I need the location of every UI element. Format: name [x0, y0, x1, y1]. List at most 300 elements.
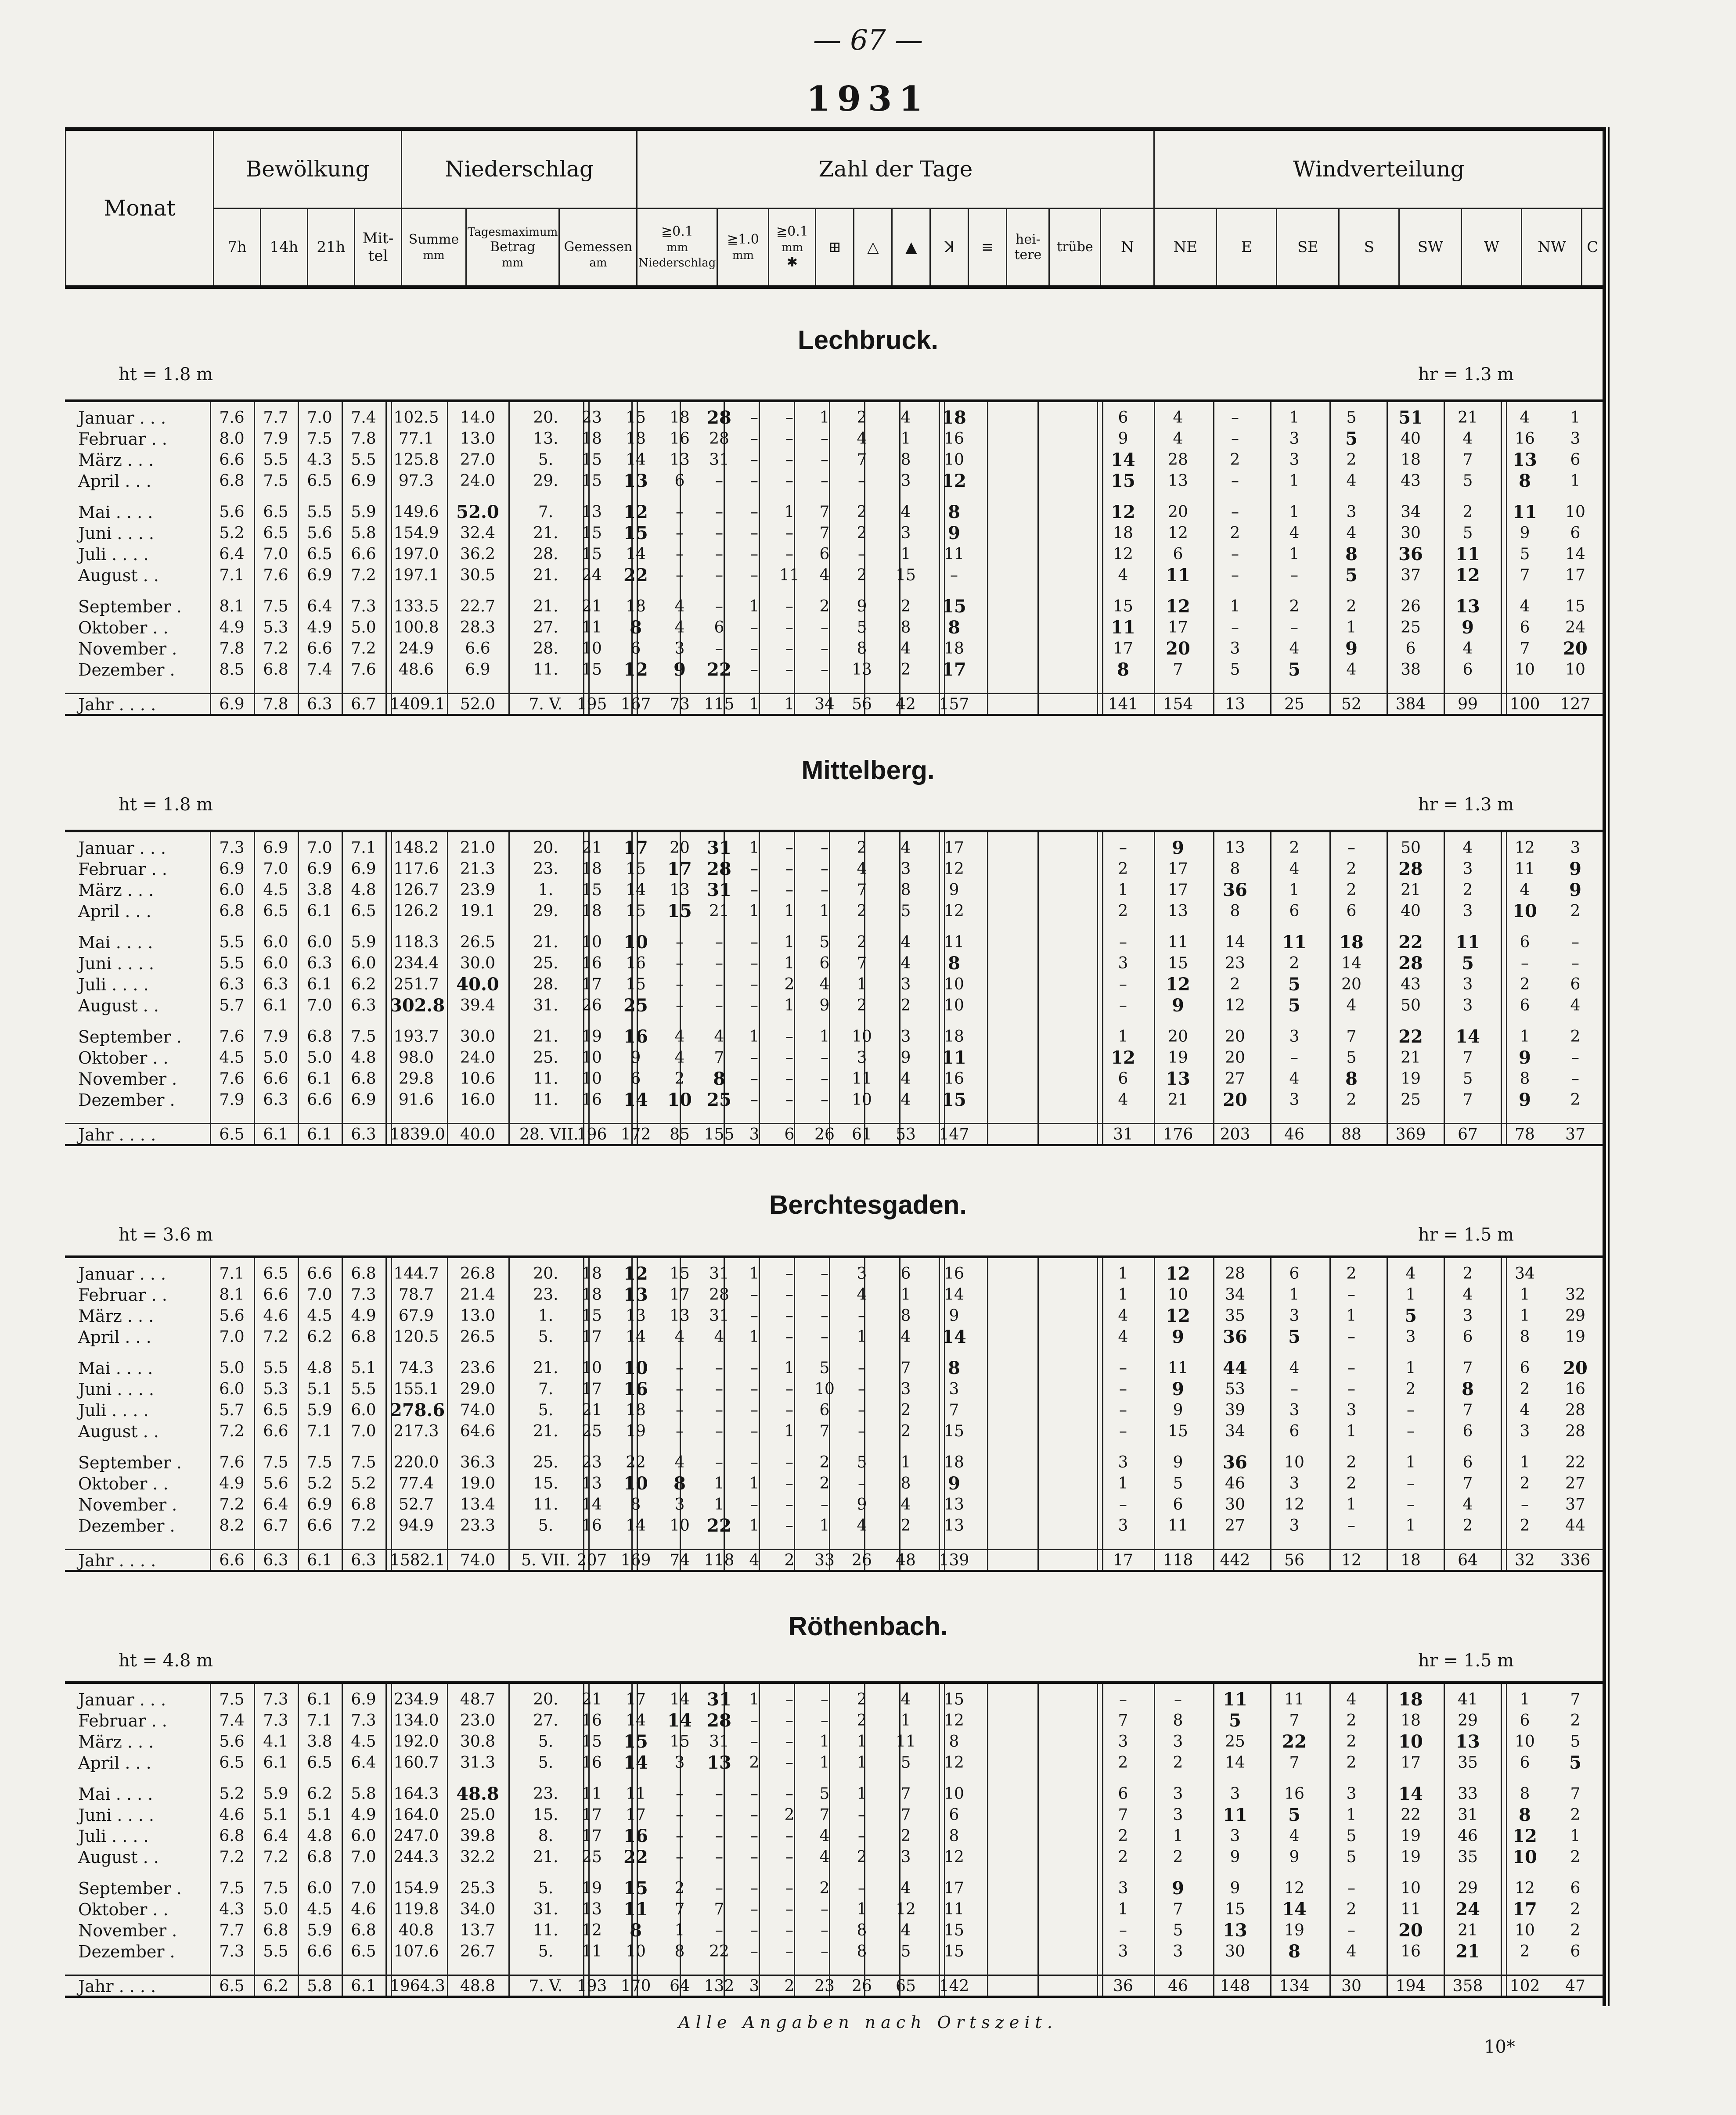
cell-value: 2	[749, 1754, 760, 1772]
cell-value: 3	[900, 975, 911, 993]
cell-value: 8	[948, 1358, 960, 1378]
cell-value: 1	[749, 597, 760, 615]
hail-icon: ⊞	[816, 208, 854, 287]
cell-value: 6.6	[307, 640, 332, 658]
cell-value: 25	[1401, 1091, 1421, 1109]
cell-value: 6	[1173, 545, 1183, 563]
month-label: April . . .	[78, 1327, 151, 1347]
cell-value: 6.1	[307, 902, 332, 920]
cell-value: –	[1231, 472, 1239, 490]
month-label: August . .	[78, 566, 159, 585]
cell-value: 6	[1118, 1070, 1128, 1088]
cell-value: 1	[1289, 545, 1300, 563]
cell-value: 7	[674, 1900, 685, 1918]
month-label: Januar . . .	[78, 1690, 166, 1709]
cell-value: –	[785, 1401, 793, 1419]
cell-value: 2	[784, 975, 795, 993]
cell-value: 1	[784, 902, 795, 920]
cell-value: 2	[900, 996, 911, 1014]
cell-value: 4	[1289, 640, 1300, 658]
header-wind-c: C	[1582, 208, 1603, 287]
month-label: August . .	[78, 996, 159, 1015]
cell-value: 6	[949, 1806, 959, 1824]
cell-value: 1	[784, 996, 795, 1014]
cell-value: 141	[1108, 695, 1138, 713]
cell-value: 16	[944, 1070, 964, 1088]
cell-value: 1	[1520, 1028, 1530, 1046]
cell-value: 17	[1168, 619, 1188, 637]
cell-value: 7.5	[219, 1879, 245, 1897]
cell-value: 22	[1565, 1453, 1585, 1471]
cell-value: 3	[1570, 430, 1581, 448]
cell-value: 8	[948, 502, 960, 522]
month-row	[65, 638, 1604, 659]
cell-value: 5.5	[307, 503, 332, 521]
cell-value: 10	[1401, 1879, 1421, 1897]
cell-value: 40.0	[460, 1126, 496, 1144]
cell-value: 10	[944, 975, 964, 993]
cell-value: 1	[819, 409, 830, 427]
month-row	[65, 838, 1604, 859]
cell-value: 18	[942, 407, 966, 428]
cell-value: 21.	[533, 1359, 558, 1377]
cell-value: 1	[900, 1453, 911, 1471]
cell-value: 2	[1520, 1942, 1530, 1960]
cell-value: 1	[857, 1754, 867, 1772]
cell-value: 3	[1346, 1785, 1357, 1803]
cell-value: 102	[1509, 1977, 1540, 1995]
year-title: 1931	[806, 79, 930, 119]
cell-value: 17	[1565, 566, 1585, 584]
cell-value: 22	[623, 565, 648, 586]
cell-value: 13	[582, 1900, 602, 1918]
cell-value: 2	[1118, 1754, 1128, 1772]
station-table	[65, 1255, 1604, 1572]
cell-value: 11	[1168, 1517, 1188, 1535]
cell-value: 6	[1173, 1496, 1183, 1514]
cell-value: 30.0	[460, 954, 496, 972]
cell-value: 1	[714, 1475, 724, 1493]
cell-value: 7.0	[307, 996, 332, 1014]
cell-value: –	[1119, 975, 1127, 993]
cell-value: 12	[942, 471, 966, 491]
cell-value: 21.	[533, 597, 558, 615]
month-label: Jahr . . . .	[78, 1125, 156, 1144]
month-row	[65, 1805, 1604, 1826]
cell-value: 12	[1225, 996, 1245, 1014]
cell-value: 18	[582, 860, 602, 878]
cell-value: 15	[582, 1733, 602, 1751]
cell-value: 148.2	[393, 839, 439, 857]
cell-value: 23.	[533, 860, 558, 878]
cell-value: 6.8	[351, 1265, 376, 1283]
cell-value: 4	[900, 954, 911, 972]
cell-value: 34	[814, 695, 835, 713]
cell-value: 11	[1515, 860, 1535, 878]
cell-value: 15.	[533, 1806, 558, 1824]
cell-value: –	[821, 472, 828, 490]
cell-value: 28	[707, 1710, 731, 1731]
cell-value: 2	[1289, 954, 1300, 972]
cell-value: 2	[1118, 1848, 1128, 1866]
cell-value: 12	[1166, 1306, 1190, 1326]
cell-value: 1	[1230, 597, 1240, 615]
cell-value: 11	[1166, 565, 1190, 586]
cell-value: 13	[582, 1475, 602, 1493]
cell-value: –	[821, 1921, 828, 1939]
cell-value: 13.0	[460, 430, 496, 448]
cell-value: 16	[582, 1712, 602, 1730]
cell-value: 7	[1118, 1712, 1128, 1730]
cell-value: 5.5	[263, 1942, 288, 1960]
cell-value: 12	[1515, 839, 1535, 857]
cell-value: 2	[1405, 1380, 1416, 1398]
cell-value: 22.7	[460, 597, 496, 615]
cell-value: 2	[784, 1551, 795, 1569]
header-heitere: hei-tere	[1007, 208, 1049, 287]
cell-value: 9	[1230, 1848, 1240, 1866]
cell-value: 9	[857, 597, 867, 615]
cell-value: 10	[626, 1942, 646, 1960]
cell-value: 6.7	[351, 695, 376, 713]
month-label: Dezember .	[78, 1942, 175, 1961]
cell-value: 12	[1513, 1826, 1537, 1846]
cell-value: –	[785, 1921, 793, 1939]
cell-value: 8.1	[219, 597, 245, 615]
cell-value: 3	[1570, 839, 1581, 857]
cell-value: 15	[1113, 597, 1133, 615]
cell-value: 358	[1452, 1977, 1483, 1995]
cell-value: 2	[819, 597, 830, 615]
month-row	[65, 1306, 1604, 1327]
cell-value: –	[1290, 566, 1298, 584]
cell-value: 67.9	[398, 1307, 434, 1325]
cell-value: 4	[1405, 1265, 1416, 1283]
month-label: Januar . . .	[78, 838, 166, 858]
cell-value: 2	[1118, 902, 1128, 920]
cell-value: 74.3	[398, 1359, 434, 1377]
cell-value: 10	[667, 1090, 692, 1110]
header-zahl-der-tage: Zahl der Tage	[637, 129, 1154, 208]
cell-value: 11	[1455, 932, 1480, 953]
threshold-label: ≧1.0	[727, 231, 759, 247]
cell-value: –	[676, 566, 684, 584]
cell-value: 19	[1401, 1848, 1421, 1866]
cell-value: 6	[784, 1126, 795, 1144]
cell-value: –	[1231, 545, 1239, 563]
cell-value: 1	[1289, 409, 1300, 427]
cell-value: 4	[900, 933, 911, 951]
cell-value: 6	[1118, 409, 1128, 427]
cell-value: –	[821, 881, 828, 899]
cell-value: 9	[1118, 430, 1128, 448]
cell-value: 13	[1168, 902, 1188, 920]
cell-value: –	[785, 597, 793, 615]
cell-value: 7.1	[307, 1422, 332, 1440]
cell-value: –	[715, 1380, 723, 1398]
cell-value: 16	[623, 1379, 648, 1399]
cell-value: 4	[900, 1879, 911, 1897]
cell-value: 12	[1111, 502, 1135, 522]
cell-value: 25	[1225, 1733, 1245, 1751]
cell-value: 6.5	[263, 503, 288, 521]
cell-value: 31.	[533, 996, 558, 1014]
cell-value: 13	[1455, 596, 1480, 617]
cell-value: –	[676, 524, 684, 542]
cell-value: 51	[1398, 407, 1423, 428]
cell-value: 3	[1289, 1028, 1300, 1046]
cell-value: 4.5	[307, 1900, 332, 1918]
cell-value: –	[750, 1496, 758, 1514]
cell-value: 3	[1118, 1942, 1128, 1960]
cell-value: 13	[1225, 839, 1245, 857]
cell-value: 9	[949, 1307, 959, 1325]
cell-value: 77.1	[398, 430, 434, 448]
cell-value: –	[715, 472, 723, 490]
cell-value: 12	[1168, 524, 1188, 542]
cell-value: 7.5	[263, 472, 288, 490]
cell-value: 15	[1168, 954, 1188, 972]
cell-value: 4.1	[263, 1733, 288, 1751]
cell-value: 11.	[533, 661, 558, 679]
cell-value: 11.	[533, 1091, 558, 1109]
cell-value: 6.6	[307, 1091, 332, 1109]
month-row	[65, 901, 1604, 922]
cell-value: 74.0	[460, 1401, 496, 1419]
cell-value: 1	[1173, 1827, 1183, 1845]
cell-value: 11	[1513, 502, 1537, 522]
cell-value: 28	[1565, 1401, 1585, 1419]
cell-value: 18	[944, 640, 964, 658]
month-label: Jahr . . . .	[78, 1977, 156, 1996]
cell-value: 2	[1230, 451, 1240, 469]
cell-value: 12	[1166, 596, 1190, 617]
cell-value: 8	[1117, 659, 1129, 680]
cell-value: –	[858, 1380, 866, 1398]
cell-value: 1	[819, 1028, 830, 1046]
threshold-unit: mm	[781, 241, 803, 255]
cell-value: 7.2	[351, 640, 376, 658]
cell-value: 9	[1172, 838, 1184, 858]
cell-value: 11	[582, 619, 602, 637]
cell-value: 7.3	[351, 597, 376, 615]
cell-value: 4.5	[263, 881, 288, 899]
cell-value: 23.6	[460, 1359, 496, 1377]
cell-value: 6.3	[263, 1551, 288, 1569]
cell-value: 3	[900, 860, 911, 878]
cell-value: –	[750, 1091, 758, 1109]
cell-value: 8	[900, 451, 911, 469]
cell-value: 11	[1223, 1689, 1247, 1710]
cell-value: 7.9	[263, 1028, 288, 1046]
cell-value: 194	[1395, 1977, 1426, 1995]
cell-value: 39	[1225, 1401, 1245, 1419]
cell-value: –	[715, 640, 723, 658]
cell-value: 50	[1401, 839, 1421, 857]
cell-value: 43	[1401, 975, 1421, 993]
cell-value: –	[1231, 566, 1239, 584]
cell-value: –	[750, 860, 758, 878]
month-label: November .	[78, 1921, 177, 1940]
cell-value: 21	[582, 597, 602, 615]
cell-value: 6	[1462, 661, 1473, 679]
cell-value: 6.9	[219, 695, 245, 713]
cell-value: 12	[944, 1712, 964, 1730]
cell-value: 6.5	[263, 1401, 288, 1419]
month-row	[65, 1284, 1604, 1306]
month-label: Mai . . . .	[78, 1784, 153, 1804]
cell-value: –	[821, 1942, 828, 1960]
cell-value: 6.0	[307, 1879, 332, 1897]
betrag-unit: mm	[502, 256, 524, 270]
cell-value: 7.7	[263, 409, 288, 427]
cell-value: –	[1290, 1049, 1298, 1067]
cell-value: 6.3	[351, 996, 376, 1014]
cell-value: 27.	[533, 619, 558, 637]
cell-value: 34	[1225, 1422, 1245, 1440]
cell-value: 139	[939, 1551, 969, 1569]
cell-value: –	[858, 1422, 866, 1440]
cell-value: 4	[1289, 524, 1300, 542]
cell-value: 4	[1462, 430, 1473, 448]
cell-value: 22	[1398, 932, 1423, 953]
cell-value: 12	[944, 860, 964, 878]
cell-value: 12	[623, 1263, 648, 1284]
cell-value: 5	[1173, 1475, 1183, 1493]
cell-value: 20	[670, 839, 690, 857]
cell-value: 64	[1458, 1551, 1478, 1569]
cell-value: 35	[1458, 1754, 1478, 1772]
month-label: Februar . .	[78, 1285, 167, 1305]
cell-value: –	[676, 503, 684, 521]
cell-value: –	[750, 1401, 758, 1419]
cell-value: –	[785, 472, 793, 490]
cell-value: 8	[857, 1921, 867, 1939]
cell-value: –	[676, 1380, 684, 1398]
cell-value: 1	[819, 902, 830, 920]
cell-value: 18	[944, 1028, 964, 1046]
cell-value: 32.4	[460, 524, 496, 542]
cell-value: 4.9	[219, 1475, 245, 1493]
cell-value: 2	[857, 1712, 867, 1730]
cell-value: 6.9	[351, 1691, 376, 1709]
cell-value: 16	[623, 1826, 648, 1846]
cell-value: 2	[857, 1691, 867, 1709]
cell-value: 1	[1405, 1286, 1416, 1304]
cell-value: 11	[1111, 617, 1135, 638]
cell-value: 14	[1455, 1026, 1480, 1047]
cell-value: 1	[819, 1754, 830, 1772]
cell-value: –	[1347, 1328, 1355, 1346]
cell-value: 8	[857, 1942, 867, 1960]
cell-value: 203	[1220, 1126, 1250, 1144]
cell-value: 5.2	[219, 524, 245, 542]
cell-value: 1	[749, 1691, 760, 1709]
cell-value: 142	[939, 1977, 969, 1995]
cell-value: 6.5	[219, 1977, 245, 1995]
cell-value: 7	[1173, 1900, 1183, 1918]
cell-value: –	[715, 566, 723, 584]
cell-value: 6	[819, 954, 830, 972]
cell-value: 46	[1458, 1827, 1478, 1845]
cell-value: 9	[1569, 880, 1581, 900]
cell-value: 8	[630, 1496, 641, 1514]
cell-value: 22	[1401, 1806, 1421, 1824]
cell-value: 1	[1346, 1422, 1357, 1440]
cell-value: 2	[1462, 1517, 1473, 1535]
cell-value: –	[750, 619, 758, 637]
cell-value: 7	[1118, 1806, 1128, 1824]
cell-value: 149.6	[393, 503, 439, 521]
cell-value: 7.1	[307, 1712, 332, 1730]
cell-value: 6.0	[351, 1827, 376, 1845]
cell-value: –	[785, 860, 793, 878]
cell-value: 23.0	[460, 1712, 496, 1730]
cell-value: 7.	[538, 1380, 554, 1398]
month-row	[65, 1784, 1604, 1805]
cell-value: 6.0	[351, 1401, 376, 1419]
cell-value: 442	[1220, 1551, 1250, 1569]
cell-value: 3.8	[307, 1733, 332, 1751]
header-wind-n: N	[1101, 208, 1154, 287]
cell-value: 5	[1405, 1306, 1417, 1326]
cell-value: 10	[944, 451, 964, 469]
cell-value: –	[750, 1827, 758, 1845]
cell-value: 11	[582, 1942, 602, 1960]
cell-value: –	[750, 1806, 758, 1824]
cell-value: 13.0	[460, 1307, 496, 1325]
cell-value: 7.2	[263, 640, 288, 658]
cell-value: 7.8	[263, 695, 288, 713]
cell-value: 3	[1462, 902, 1473, 920]
cell-value: 10.6	[460, 1070, 496, 1088]
cell-value: 1	[900, 1712, 911, 1730]
cell-value: –	[1407, 1496, 1415, 1514]
cell-value: 6.6	[263, 1422, 288, 1440]
cell-value: –	[750, 1359, 758, 1377]
cell-value: 6.5	[351, 1942, 376, 1960]
cell-value: 6.1	[307, 1070, 332, 1088]
cell-value: 11	[779, 566, 800, 584]
cell-value: 6.0	[263, 933, 288, 951]
cell-value: 176	[1163, 1126, 1193, 1144]
cell-value: 336	[1560, 1551, 1591, 1569]
cell-value: 12	[896, 1900, 916, 1918]
cell-value: 13	[623, 471, 648, 491]
cell-value: 17	[582, 1328, 602, 1346]
cell-value: 4	[1118, 566, 1128, 584]
header-trube: trübe	[1049, 208, 1101, 287]
cell-value: 17	[1113, 640, 1133, 658]
cell-value: 6.2	[351, 975, 376, 993]
cell-value: 2	[1570, 1848, 1581, 1866]
cell-value: 6.5	[307, 545, 332, 563]
month-row	[65, 974, 1604, 995]
month-label: Februar . .	[78, 429, 167, 449]
cell-value: 3	[857, 1049, 867, 1067]
cell-value: 2	[900, 1827, 911, 1845]
cell-value: 6	[1570, 975, 1581, 993]
cell-value: 4.8	[307, 1827, 332, 1845]
cell-value: 1	[1520, 1307, 1530, 1325]
cell-value: 1	[1570, 1827, 1581, 1845]
cell-value: 24.0	[460, 472, 496, 490]
station-hr: hr = 1.3 m	[1418, 795, 1514, 815]
cell-value: 20	[1225, 1049, 1245, 1067]
cell-value: –	[1347, 839, 1355, 857]
cell-value: 28	[1168, 451, 1188, 469]
cell-value: 39.4	[460, 996, 496, 1014]
